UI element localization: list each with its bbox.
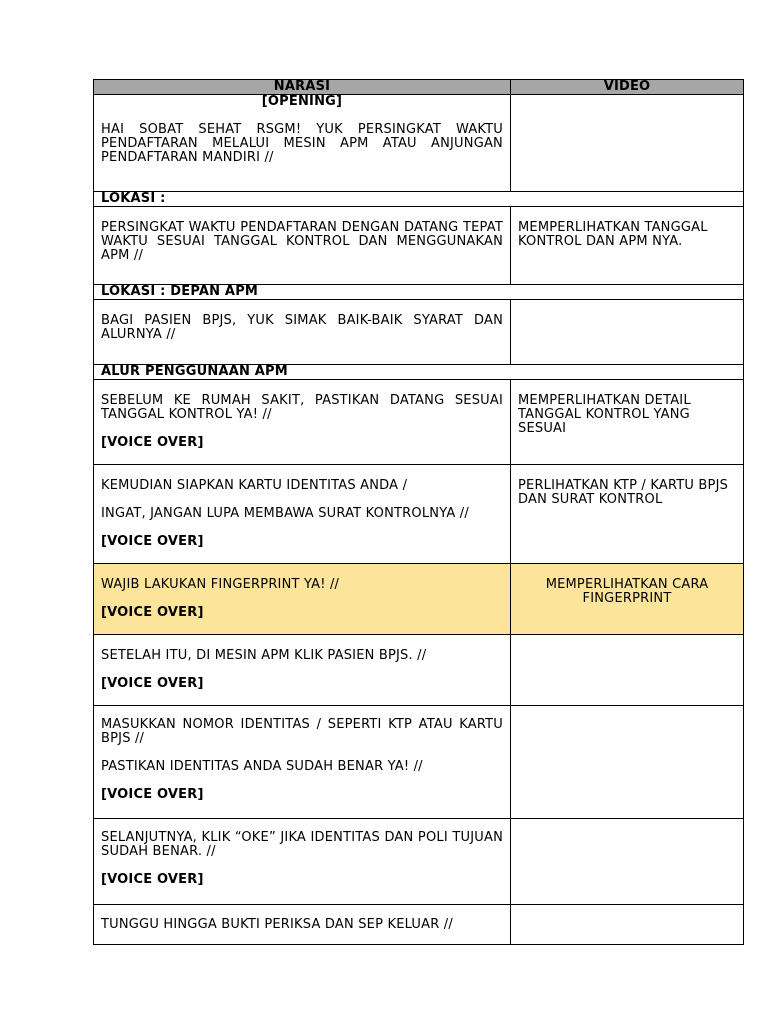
row8-text: SELANJUTNYA, KLIK “OKE” JIKA IDENTITAS DAN POLI TUJUAN SUDAH BENAR. // <box>101 830 503 859</box>
header-video: VIDEO <box>511 80 744 95</box>
script-row-8 <box>94 819 744 905</box>
row5-video-cell <box>511 564 744 635</box>
script-row-7 <box>94 706 744 819</box>
row9-text: TUNGGU HINGGA BUKTI PERIKSA DAN SEP KELUAR // <box>101 917 453 932</box>
row7-narasi-cell <box>94 706 511 819</box>
row1-video: MEMPERLIHATKAN TANGGAL KONTROL DAN APM NYA. <box>518 220 708 249</box>
row5-video: MEMPERLIHATKAN CARA FINGERPRINT <box>545 577 709 606</box>
row1-narasi-cell <box>94 207 511 285</box>
row3-narasi-cell <box>94 380 511 465</box>
header-narasi: NARASI <box>94 80 511 95</box>
section-row <box>94 192 744 207</box>
row5-narasi-cell <box>94 564 511 635</box>
row9-narasi-cell <box>94 905 511 945</box>
row4-text-1: KEMUDIAN SIAPKAN KARTU IDENTITAS ANDA / <box>101 478 408 493</box>
script-row-1 <box>94 207 744 285</box>
script-row-6 <box>94 635 744 706</box>
script-row-3 <box>94 380 744 465</box>
row7-text-1: MASUKKAN NOMOR IDENTITAS / SEPERTI KTP ATAU KARTU BPJS // <box>101 717 503 746</box>
row3-text: SEBELUM KE RUMAH SAKIT, PASTIKAN DATANG SESUAI TANGGAL KONTROL YA! // <box>101 393 503 422</box>
opening-row <box>94 95 744 192</box>
row6-voice-over: [VOICE OVER] <box>101 676 204 691</box>
row3-voice-over: [VOICE OVER] <box>101 435 204 450</box>
opening-narasi-cell <box>94 95 511 192</box>
row4-video-cell <box>511 465 744 564</box>
row3-video-cell <box>511 380 744 465</box>
script-row-9 <box>94 905 744 945</box>
row4-narasi-cell <box>94 465 511 564</box>
row9-video-cell <box>511 905 744 945</box>
row6-text: SETELAH ITU, DI MESIN APM KLIK PASIEN BPJS. // <box>101 648 427 663</box>
opening-title: [OPENING] <box>261 94 343 109</box>
row8-narasi-cell <box>94 819 511 905</box>
script-row-4 <box>94 465 744 564</box>
row7-voice-over: [VOICE OVER] <box>101 787 204 802</box>
row4-video: PERLIHATKAN KTP / KARTU BPJS DAN SURAT KONTROL <box>518 478 729 507</box>
section-row <box>94 285 744 300</box>
row6-narasi-cell <box>94 635 511 706</box>
row4-voice-over: [VOICE OVER] <box>101 534 204 549</box>
row1-video-cell <box>511 207 744 285</box>
row2-text: BAGI PASIEN BPJS, YUK SIMAK BAIK-BAIK SYARAT DAN ALURNYA // <box>101 313 503 342</box>
script-row-5-highlighted <box>94 564 744 635</box>
row5-text: WAJIB LAKUKAN FINGERPRINT YA! // <box>101 577 340 592</box>
row8-video-cell <box>511 819 744 905</box>
row8-voice-over: [VOICE OVER] <box>101 872 204 887</box>
row2-narasi-cell <box>94 300 511 365</box>
opening-video-cell <box>511 95 744 192</box>
row2-video-cell <box>511 300 744 365</box>
row4-text-2: INGAT, JANGAN LUPA MEMBAWA SURAT KONTROLNYA // <box>101 506 469 521</box>
script-row-2 <box>94 300 744 365</box>
section-lokasi: LOKASI : <box>94 192 744 207</box>
row7-text-2: PASTIKAN IDENTITAS ANDA SUDAH BENAR YA! // <box>101 759 423 774</box>
header-row <box>94 80 744 95</box>
section-lokasi-depan-apm: LOKASI : DEPAN APM <box>94 285 744 300</box>
script-table <box>93 79 744 945</box>
row7-video-cell <box>511 706 744 819</box>
row1-text: PERSINGKAT WAKTU PENDAFTARAN DENGAN DATANG TEPAT WAKTU SESUAI TANGGAL KONTROL DAN MENGGUNAKAN APM // <box>101 220 503 263</box>
section-row <box>94 365 744 380</box>
row3-video: MEMPERLIHATKAN DETAIL TANGGAL KONTROL YANG SESUAI <box>518 393 691 436</box>
section-alur-penggunaan-apm: ALUR PENGGUNAAN APM <box>94 365 744 380</box>
row6-video-cell <box>511 635 744 706</box>
row5-voice-over: [VOICE OVER] <box>101 605 204 620</box>
opening-text: HAI SOBAT SEHAT RSGM! YUK PERSINGKAT WAKTU PENDAFTARAN MELALUI MESIN APM ATAU ANJUNGAN PENDAFTARAN MANDIRI // <box>101 122 503 165</box>
